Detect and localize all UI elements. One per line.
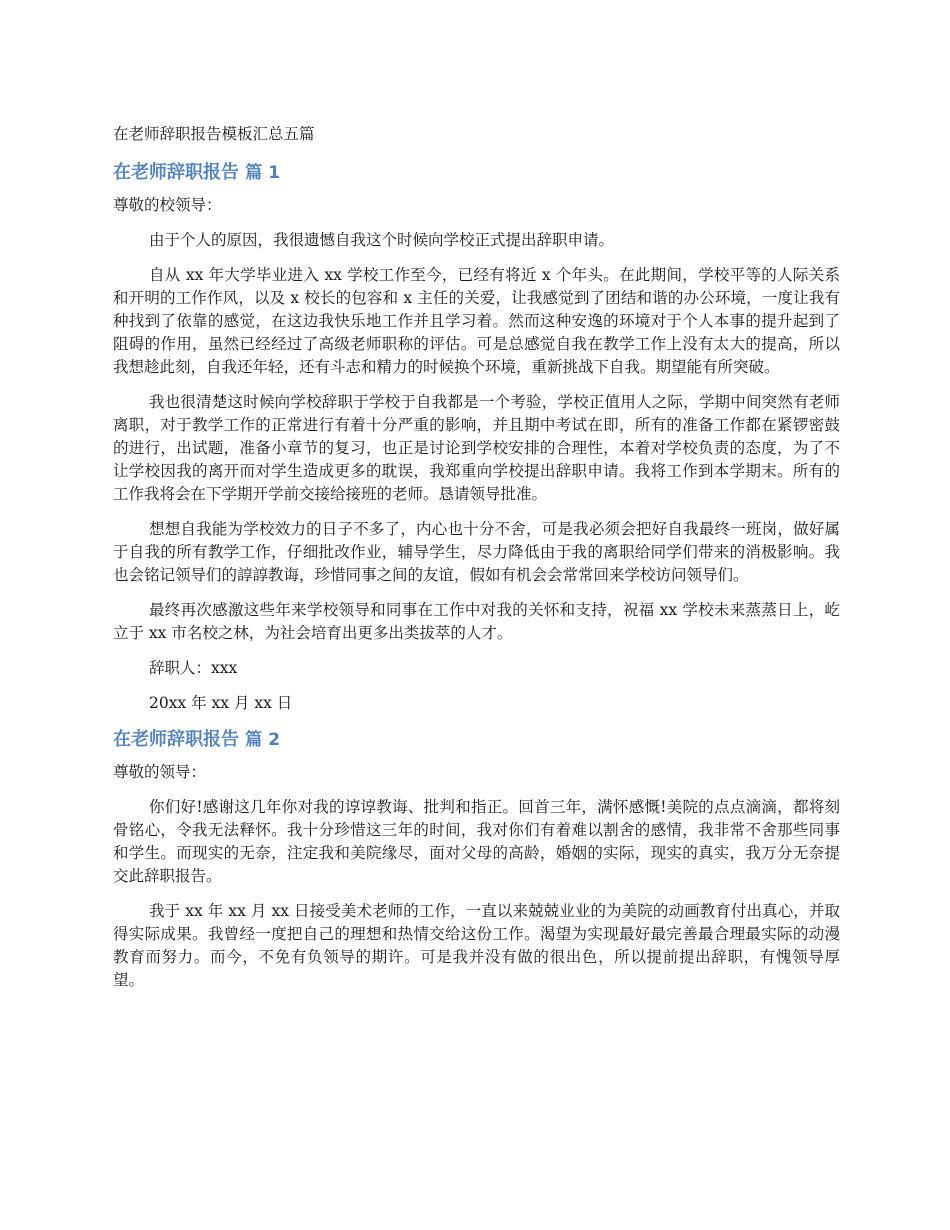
section-number: 篇 2 bbox=[245, 730, 281, 750]
section-heading bbox=[113, 160, 840, 186]
paragraph: 想想自我能为学校效力的日子不多了，内心也十分不舍，可是我必须会把好自我最终一班岗，做好属于自我的所有教学工作，仔细批改作业，辅导学生，尽力降低由于我的离职给同学们带来的消极影响。我也会铭记领导们的諄諄教诲，珍惜同事之间的友谊，假如有机会会常常回来学校访问领导们。 bbox=[113, 520, 840, 584]
section-2 bbox=[113, 727, 840, 992]
section-heading bbox=[113, 727, 840, 753]
paragraph: 由于个人的原因，我很遗憾自我这个时候向学校正式提出辞职申请。 bbox=[149, 231, 615, 249]
paragraph: 我也很清楚这时候向学校辞职于学校于自我都是一个考验，学校正值用人之际，学期中间突然有老师离职，对于教学工作的正常进行有着十分严重的影响，并且期中考试在即，所有的准备工作都在紧锣密鼓的进行，出试题，准备小章节的复习，也正是讨论到学校安排的合理性，本着对学校负责的态度，为了不让学校因我的离开而对学生造成更多的耽误，我郑重向学校提出辞职申请。我将工作到本学期末。所有的工作我将会在下学期开学前交接给接班的老师。恳请领导批准。 bbox=[113, 393, 840, 503]
section-heading-text: 在老师辞职报告 bbox=[113, 729, 239, 750]
date-line: 20xx 年 xx 月 xx 日 bbox=[149, 694, 293, 712]
paragraph: 你们好!感谢这几年你对我的谆谆教诲、批判和指正。回首三年，满怀感慨!美院的点点滴滴，都将刻骨铭心，令我无法释怀。我十分珍惜这三年的时间，我对你们有着难以割舍的感情，我非常不舍那些同事和学生。而现实的无奈，注定我和美院缘尽，面对父母的高龄，婚姻的实际，现实的真实，我万分无奈提交此辞职报告。 bbox=[113, 798, 840, 885]
salutation: 尊敬的领导： bbox=[113, 763, 207, 781]
paragraph: 自从 xx 年大学毕业进入 xx 学校工作至今，已经有将近 x 个年头。在此期间，学校平等的人际关系和开明的工作作风，以及 x 校长的包容和 x 主任的关爱，让我感觉到了团结和谐的办公环境，一度让我有种找到了依靠的感觉，在这边我快乐地工作并且学习着。然而这种安逸的环境对于个人本事的提升起到了阻碍的作用，虽然已经经过了高级老师职称的评估。可是总感觉自我在教学工作上没有太大的提高，所以我想趁此刻，自我还年轻，还有斗志和精力的时候换个环境，重新挑战下自我。期望能有所突破。 bbox=[113, 266, 840, 376]
document-page bbox=[113, 122, 840, 1004]
salutation: 尊敬的校领导： bbox=[113, 196, 222, 214]
signer-line: 辞职人：xxx bbox=[149, 659, 238, 677]
paragraph: 最终再次感激这些年来学校领导和同事在工作中对我的关怀和支持，祝福 xx 学校未来蒸蒸日上，屹立于 xx 市名校之林，为社会培育出更多出类拔萃的人才。 bbox=[113, 601, 840, 642]
section-number: 篇 1 bbox=[245, 163, 281, 183]
paragraph: 我于 xx 年 xx 月 xx 日接受美术老师的工作，一直以来兢兢业业的为美院的动画教育付出真心，并取得实际成果。我曾经一度把自己的理想和热情交给这份工作。渴望为实现最好最完善最合理最实际的动漫教育而努力。而今，不免有负领导的期许。可是我并没有做的很出色，所以提前提出辞职，有愧领导厚望。 bbox=[113, 902, 840, 989]
document-title: 在老师辞职报告模板汇总五篇 bbox=[113, 125, 315, 143]
section-1 bbox=[113, 160, 840, 715]
section-heading-text: 在老师辞职报告 bbox=[113, 162, 239, 183]
